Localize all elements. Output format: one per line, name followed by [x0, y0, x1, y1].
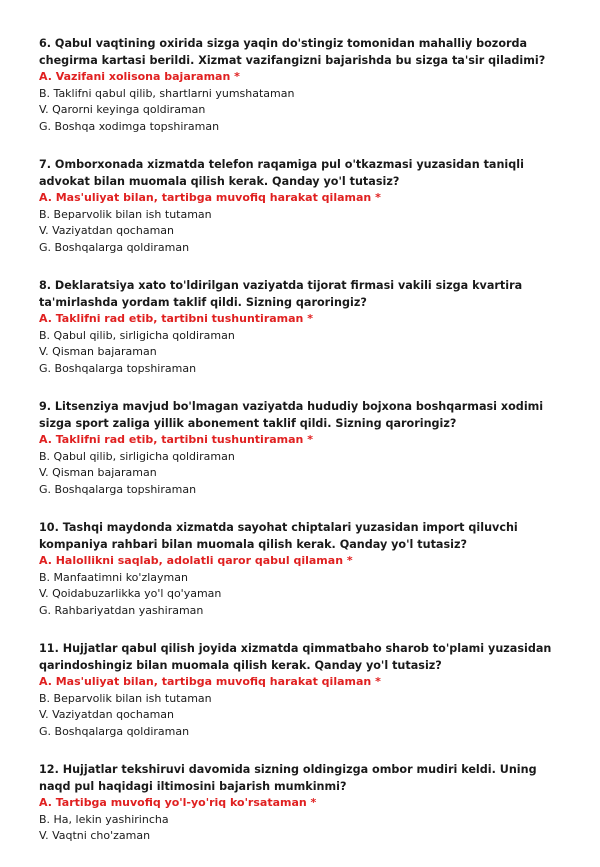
answer-option: B. Qabul qilib, sirligicha qoldiraman — [39, 449, 235, 463]
answer-option: B. Taklifni qabul qilib, shartlarni yumshataman — [39, 86, 295, 100]
answer-option: G. Boshqalarga topshiraman — [39, 482, 197, 496]
question-block — [39, 762, 569, 845]
answer-option: V. Qarorni keyinga qoldiraman — [39, 103, 206, 116]
answer-option: B. Beparvolik bilan ish tutaman — [39, 691, 212, 705]
answer-option: B. Qabul qilib, sirligicha qoldiraman — [39, 328, 235, 342]
answer-option: V. Qisman bajaraman — [39, 345, 157, 358]
question-text: 7. Omborxonada xizmatda telefon raqamiga pul o'tkazmasi yuzasidan taniqli advokat bilan muomala qilish kerak. Qanday yo'l tutasiz? — [39, 158, 524, 188]
answer-option: G. Boshqa xodimga topshiraman — [39, 119, 220, 133]
question-text: 11. Hujjatlar qabul qilish joyida xizmatda qimmatbaho sharob to'plami yuzasidan qarindoshingiz bilan muomala qilish kerak. Qanday yo'l tutasiz? — [39, 642, 552, 672]
answer-option-correct: A. Mas'uliyat bilan, tartibga muvofiq harakat qilaman * — [39, 675, 381, 688]
answer-option-correct: A. Taklifni rad etib, tartibni tushuntiraman * — [39, 312, 313, 325]
answer-option-correct: A. Taklifni rad etib, tartibni tushuntiraman * — [39, 433, 313, 446]
question-block — [39, 399, 569, 498]
question-block — [39, 36, 569, 135]
question-text: 12. Hujjatlar tekshiruvi davomida sizning oldingizga ombor mudiri keldi. Uning naqd pul haqidagi iltimosini bajarish mumkinmi? — [39, 763, 537, 793]
answer-option-correct: A. Vazifani xolisona bajaraman * — [39, 70, 240, 83]
answer-option: V. Vaziyatdan qochaman — [39, 224, 174, 237]
question-text: 10. Tashqi maydonda xizmatda sayohat chiptalari yuzasidan import qiluvchi kompaniya rahbari bilan muomala qilish kerak. Qanday yo'l tutasiz? — [39, 521, 518, 551]
answer-option: V. Vaziyatdan qochaman — [39, 708, 174, 721]
question-block — [39, 641, 569, 740]
document-page — [39, 36, 569, 867]
answer-option-correct: A. Tartibga muvofiq yo'l-yo'riq ko'rsataman * — [39, 796, 317, 809]
question-text: 9. Litsenziya mavjud bo'lmagan vaziyatda hududiy bojxona boshqarmasi xodimi sizga sport zaliga yillik abonement taklif qildi. Sizning qaroringiz? — [39, 400, 544, 430]
answer-option: G. Boshqalarga qoldiraman — [39, 240, 190, 254]
answer-option: V. Qisman bajaraman — [39, 466, 157, 479]
answer-option: V. Qoidabuzarlikka yo'l qo'yaman — [39, 587, 222, 600]
answer-option: G. Rahbariyatdan yashiraman — [39, 603, 204, 617]
answer-option-correct: A. Mas'uliyat bilan, tartibga muvofiq harakat qilaman * — [39, 191, 381, 204]
question-block — [39, 278, 569, 377]
question-text: 6. Qabul vaqtining oxirida sizga yaqin do'stingiz tomonidan mahalliy bozorda chegirma kartasi berildi. Xizmat vazifangizni bajarishda bu sizga ta'sir qiladimi? — [39, 37, 546, 67]
question-block — [39, 520, 569, 619]
answer-option: B. Manfaatimni ko'zlayman — [39, 570, 188, 584]
answer-option-correct: A. Halollikni saqlab, adolatli qaror qabul qilaman * — [39, 554, 353, 567]
answer-option: V. Vaqtni cho'zaman — [39, 829, 151, 842]
answer-option: G. Boshqalarga topshiraman — [39, 361, 197, 375]
answer-option: B. Ha, lekin yashirincha — [39, 812, 169, 826]
question-text: 8. Deklaratsiya xato to'ldirilgan vaziyatda tijorat firmasi vakili sizga kvartira ta'mirlashda yordam taklif qildi. Sizning qaroringiz? — [39, 279, 523, 309]
question-block — [39, 157, 569, 256]
answer-option: G. Boshqalarga qoldiraman — [39, 724, 190, 738]
answer-option: B. Beparvolik bilan ish tutaman — [39, 207, 212, 221]
